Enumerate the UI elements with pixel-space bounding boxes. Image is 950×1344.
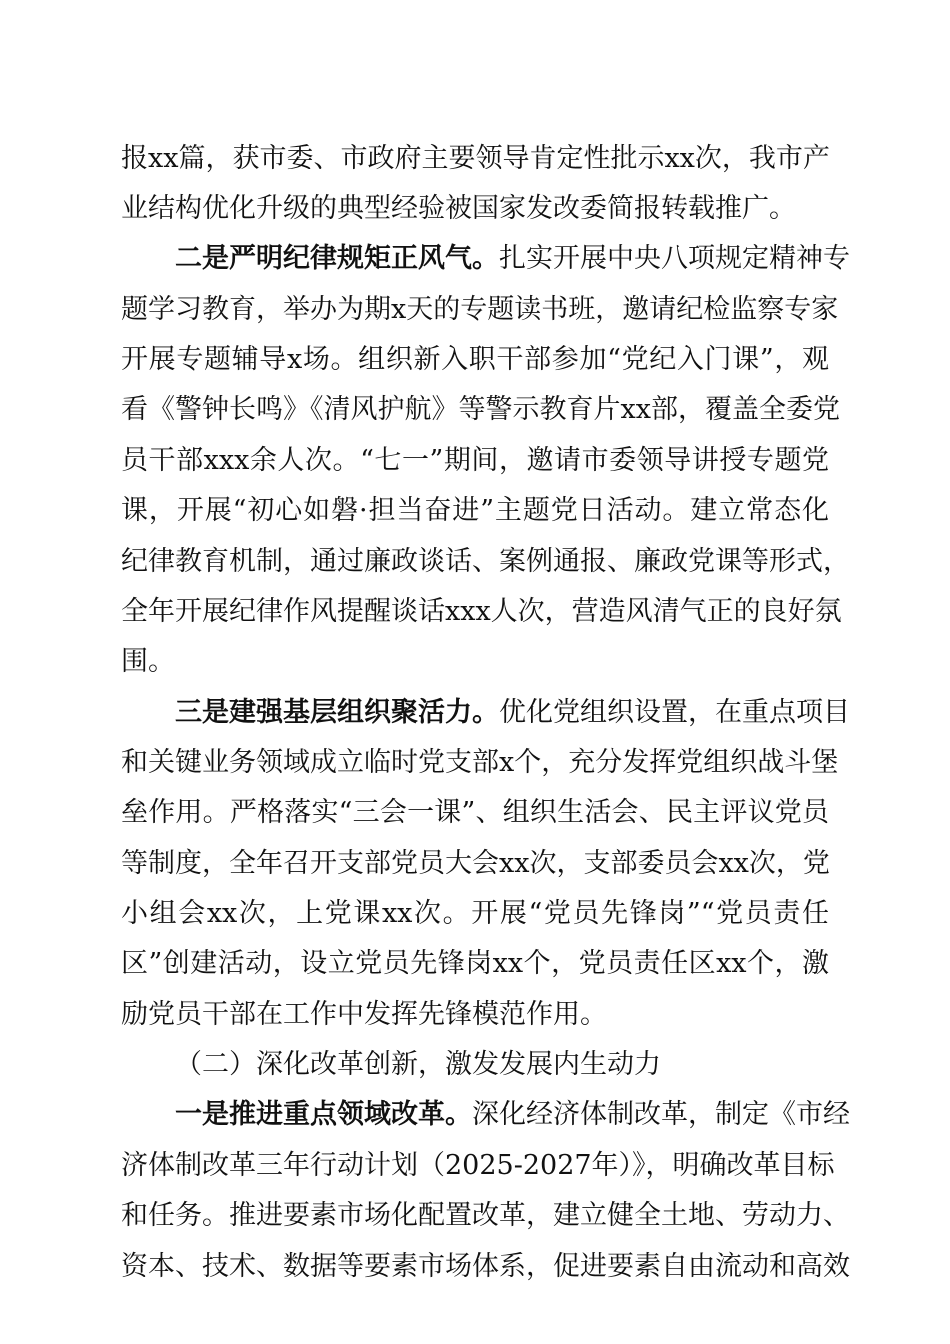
paragraph-lead-line xyxy=(175,692,850,734)
paragraph-lead-line xyxy=(175,238,850,280)
paragraph-lead-line xyxy=(175,1094,850,1136)
paragraph-line: 题学习教育，举办为期x天的专题读书班，邀请纪检监察专家 xyxy=(121,294,839,325)
paragraph-line: 垒作用。严格落实“三会一课”、组织生活会、民主评议党员 xyxy=(121,797,829,828)
paragraph-lead-text: 深化经济体制改革，制定《市经 xyxy=(472,1099,850,1130)
paragraph-line: 等制度，全年召开支部党员大会xx次，支部委员会xx次，党 xyxy=(121,848,830,879)
section-heading: （二）深化改革创新，激发发展内生动力 xyxy=(175,1049,661,1080)
paragraph-line: 围。 xyxy=(121,646,175,677)
paragraph-line: 和关键业务领域成立临时党支部x个，充分发挥党组织战斗堡 xyxy=(121,747,839,778)
paragraph-line: 励党员干部在工作中发挥先锋模范作用。 xyxy=(121,999,607,1030)
paragraph-line: 报xx篇，获市委、市政府主要领导肯定性批示xx次，我市产 xyxy=(121,143,830,174)
paragraph-lead-text: 扎实开展中央八项规定精神专 xyxy=(499,243,850,274)
paragraph-line: 资本、技术、数据等要素市场体系，促进要素自由流动和高效 xyxy=(121,1251,850,1282)
paragraph-line: 业结构优化升级的典型经验被国家发改委简报转载推广。 xyxy=(121,193,796,224)
paragraph-lead-bold: 二是严明纪律规矩正风气。 xyxy=(175,243,499,274)
paragraph-line: 和任务。推进要素市场化配置改革，建立健全土地、劳动力、 xyxy=(121,1200,850,1231)
paragraph-line: 课，开展“初心如磐·担当奋进”主题党日活动。建立常态化 xyxy=(121,495,829,526)
paragraph-line: 全年开展纪律作风提醒谈话xxx人次，营造风清气正的良好氛 xyxy=(121,596,842,627)
paragraph-lead-bold: 一是推进重点领域改革。 xyxy=(175,1099,472,1130)
paragraph-lead-text: 优化党组织设置，在重点项目 xyxy=(499,697,850,728)
paragraph-line: 纪律教育机制，通过廉政谈话、案例通报、廉政党课等形式， xyxy=(121,546,850,577)
paragraph-line: 小组会xx次，上党课xx次。开展“党员先锋岗”“党员责任 xyxy=(121,898,829,929)
paragraph-line: 区”创建活动，设立党员先锋岗xx个，党员责任区xx个，激 xyxy=(121,948,829,979)
paragraph-lead-bold: 三是建强基层组织聚活力。 xyxy=(175,697,499,728)
paragraph-line: 看《警钟长鸣》《清风护航》等警示教育片xx部，覆盖全委党 xyxy=(121,394,840,425)
paragraph-line: 济体制改革三年行动计划（2025-2027年）》，明确改革目标 xyxy=(121,1150,835,1181)
paragraph-line: 开展专题辅导x场。组织新入职干部参加“党纪入门课”，观 xyxy=(121,344,829,375)
paragraph-line: 员干部xxx余人次。“七一”期间，邀请市委领导讲授专题党 xyxy=(121,445,829,476)
